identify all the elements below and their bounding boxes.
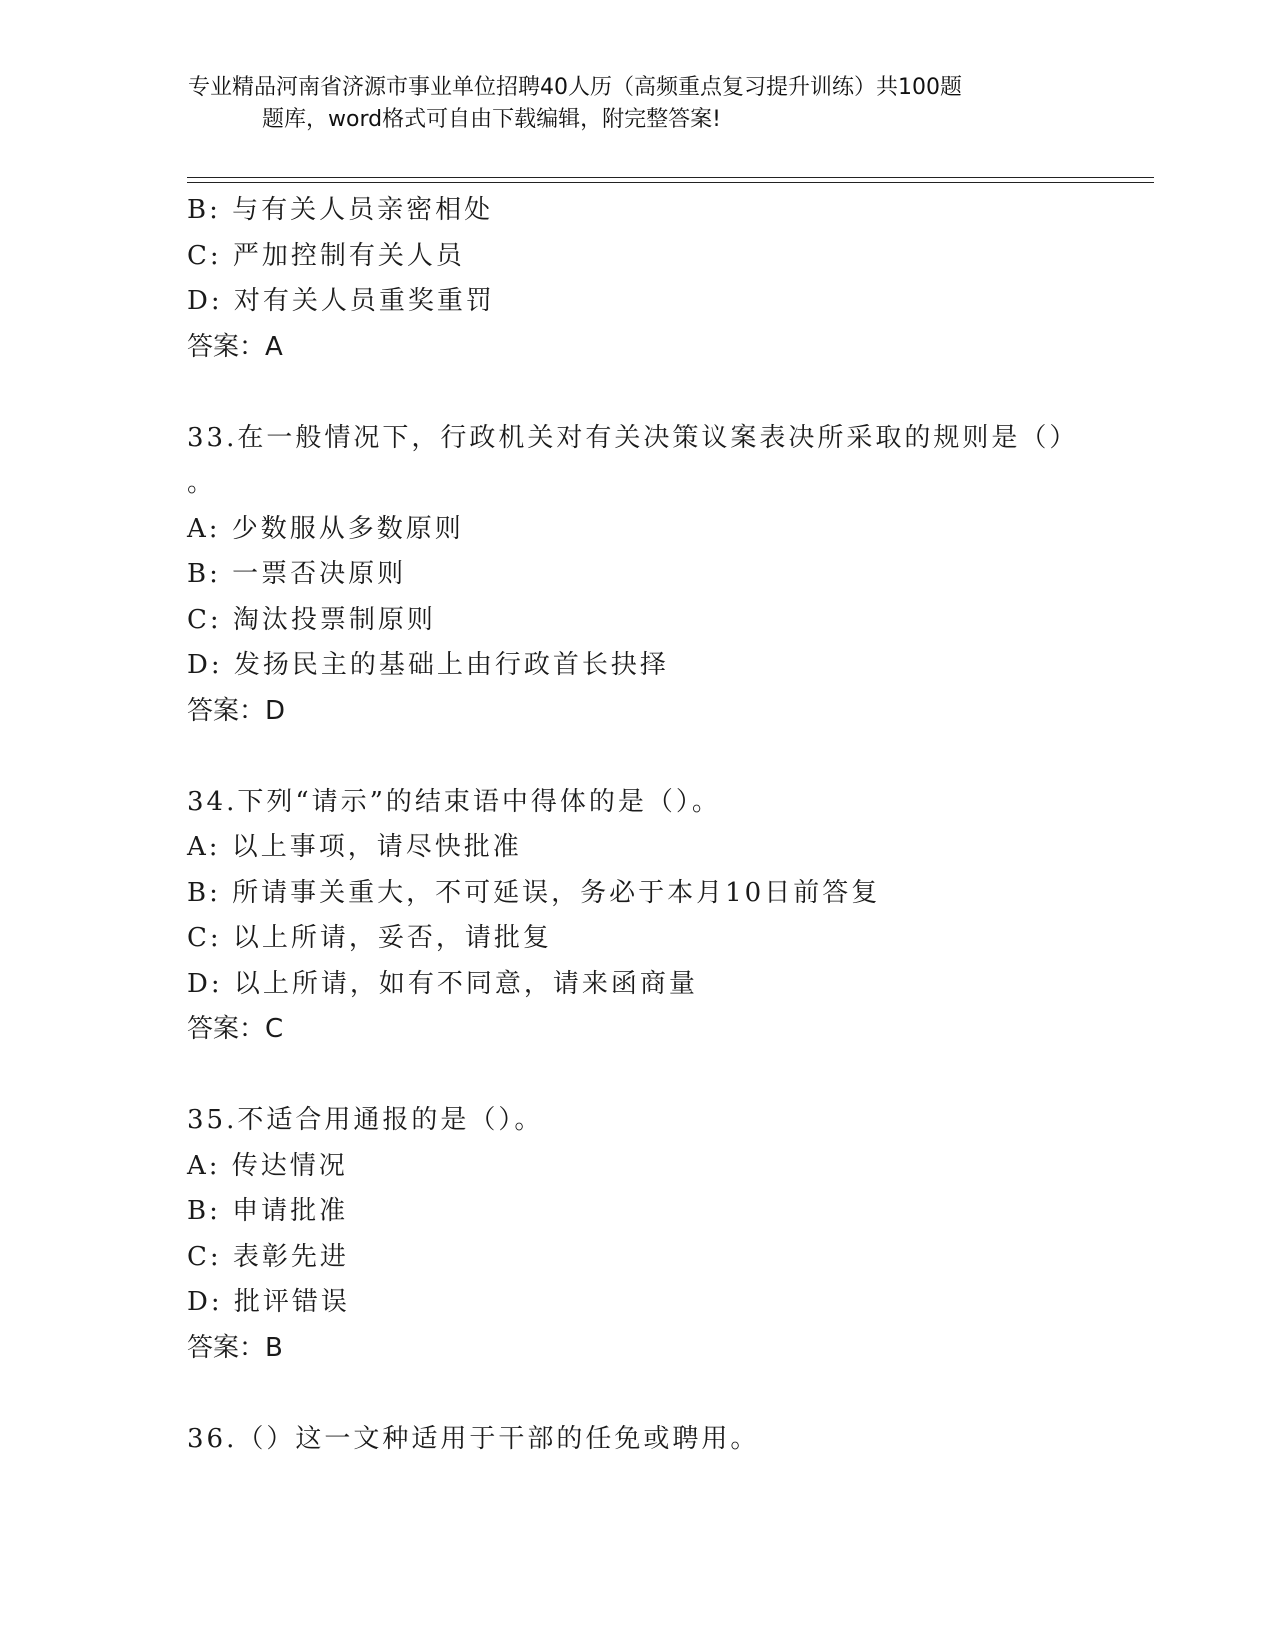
option-a: A: 以上事项，请尽快批准 [187,832,522,862]
question-32-tail [187,188,1147,370]
question-stem: 36.（）这一文种适用于干部的任免或聘用。 [187,1423,760,1454]
question-stem: 34.下列“请示”的结束语中得体的是（）。 [187,786,721,817]
spacer [187,1371,1147,1417]
header-rule-top [187,177,1154,178]
option-a: A: 少数服从多数原则 [187,513,464,544]
spacer [187,370,1147,416]
answer: 答案：D [187,695,286,726]
question-33 [187,416,1147,735]
option-b: B: 与有关人员亲密相处 [187,195,494,225]
option-b: B: 一票否决原则 [187,559,407,589]
answer: 答案：C [187,1014,284,1044]
option-d: D: 以上所请，如有不同意，请来函商量 [187,968,698,999]
option-a: A: 传达情况 [187,1150,348,1181]
document-header [188,72,1088,136]
question-36 [187,1417,1147,1463]
question-stem-continued: 。 [187,468,217,498]
option-c: C: 以上所请，妥否，请批复 [187,923,552,953]
option-c: C: 淘汰投票制原则 [187,604,436,635]
question-stem: 35.不适合用通报的是（）。 [187,1105,544,1135]
question-35 [187,1098,1147,1371]
option-c: C: 表彰先进 [187,1241,349,1272]
option-d: D: 对有关人员重奖重罚 [187,286,495,316]
spacer [187,734,1147,780]
answer: 答案：B [187,1332,283,1363]
option-d: D: 发扬民主的基础上由行政首长抉择 [187,650,669,680]
header-title-line1: 专业精品河南省济源市事业单位招聘40人历（高频重点复习提升训练）共100题 [188,75,962,100]
answer: 答案：A [187,331,283,362]
header-rule-bottom [187,182,1154,183]
option-b: B: 所请事关重大，不可延误，务必于本月10日前答复 [187,877,881,908]
question-stem: 33.在一般情况下，行政机关对有关决策议案表决所采取的规则是（） [187,422,1079,453]
header-title-line2: 题库，word格式可自由下载编辑，附完整答案! [262,107,721,132]
document-body [187,188,1147,1462]
option-d: D: 批评错误 [187,1287,350,1317]
spacer [187,1053,1147,1099]
question-34 [187,780,1147,1053]
option-c: C: 严加控制有关人员 [187,240,465,271]
option-b: B: 申请批准 [187,1196,349,1226]
